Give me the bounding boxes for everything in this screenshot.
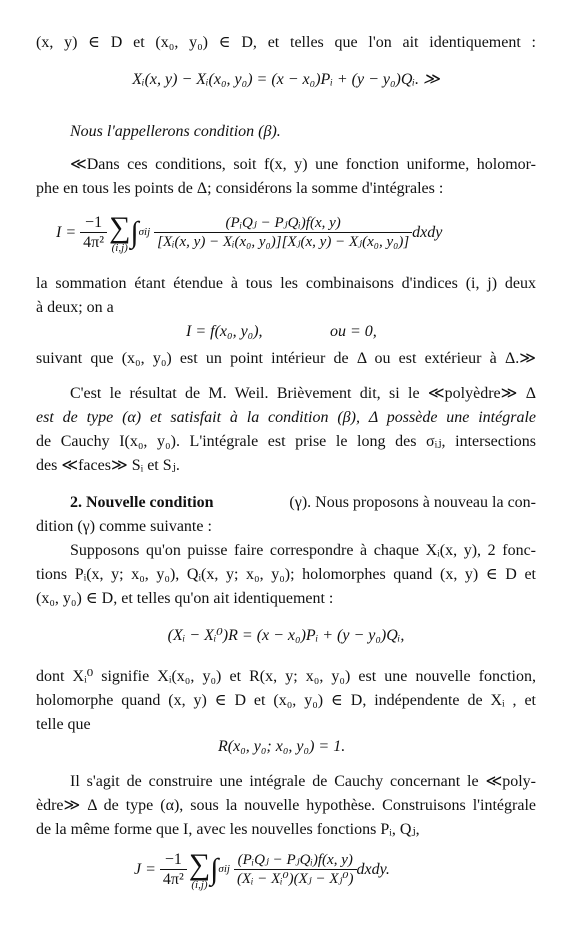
summation-index: (i,j) — [111, 241, 128, 254]
text-line: de la même forme que I, avec les nouvelles fonctions Pᵢ, Qⱼ, — [36, 821, 420, 838]
summation-index: (i,j) — [191, 878, 208, 891]
text-line: ≪Dans ces conditions, soit f(x, y) une fonction uniforme, holomor- — [70, 156, 536, 173]
integral-domain: σij — [218, 863, 230, 876]
text-line: tions Pᵢ(x, y; x₀, y₀), Qᵢ(x, y; x₀, y₀); holomorphes quand (x, y) ∈ D et — [36, 566, 536, 583]
fraction-coefficient — [80, 213, 107, 253]
text-line: dont Xᵢ⁰ signifie Xᵢ(x₀, y₀) et R(x, y; x₀, y₀) est une nouvelle fonction, — [36, 668, 536, 685]
text-line: dition (γ) comme suivante : — [36, 518, 212, 535]
fraction-denominator: (Xᵢ − Xᵢ⁰)(Xⱼ − Xⱼ⁰) — [236, 871, 354, 888]
equation-cauchy-integral-I — [56, 206, 442, 260]
text-line: (x, y) ∈ D et (x₀, y₀) ∈ D, et telles que l'on ait identiquement : — [36, 34, 536, 51]
equation-R-normalization: R(x₀, y₀; x₀, y₀) = 1. — [218, 738, 346, 755]
fraction-numerator: −1 — [80, 213, 107, 233]
equation-result-alt: ou = 0, — [330, 323, 377, 340]
text-line: de Cauchy I(x₀, y₀). L'intégrale est prise le long des σᵢⱼ, intersections — [36, 433, 536, 450]
section-heading: 2. Nouvelle condition — [70, 494, 214, 511]
text-line: Il s'agit de construire une intégrale de Cauchy concernant le ≪poly- — [70, 773, 536, 790]
fraction-coefficient — [160, 850, 187, 890]
fraction-numerator: (PᵢQⱼ − PⱼQᵢ)f(x, y) — [154, 214, 412, 233]
text-line: est de type (α) et satisfait à la condition (β), Δ possède une intégrale — [36, 409, 536, 426]
equation-result: I = f(x₀, y₀), — [186, 323, 263, 340]
text-line: C'est le résultat de M. Weil. Brièvement dit, si le ≪polyèdre≫ Δ — [70, 385, 536, 402]
text-line: la sommation étant étendue à tous les combinaisons d'indices (i, j) deux — [36, 275, 536, 292]
fraction-denominator: 4π² — [83, 234, 104, 252]
equation-cauchy-integral-J — [134, 842, 390, 898]
text-line: phe en tous les points de Δ; considérons la somme d'intégrales : — [36, 180, 444, 197]
integral-domain: σij — [138, 226, 151, 239]
fraction-integrand — [154, 214, 412, 252]
text-line: telle que — [36, 716, 91, 733]
text-line: à deux; on a — [36, 299, 114, 316]
integral-symbol: ∫ — [210, 853, 219, 887]
text-line: (x₀, y₀) ∈ D, et telles qu'on ait identiquement : — [36, 590, 334, 607]
summation-symbol: ∑ (i,j) — [109, 210, 131, 254]
integral-symbol: ∫ — [130, 216, 139, 250]
equation-lhs: I = — [56, 224, 77, 242]
fraction-numerator: (PᵢQⱼ − PⱼQᵢ)f(x, y) — [234, 851, 357, 870]
text-line: Supposons qu'on puisse faire correspondre à chaque Xᵢ(x, y), 2 fonc- — [70, 542, 536, 559]
fraction-denominator: [Xᵢ(x, y) − Xᵢ(x₀, y₀)][Xⱼ(x, y) − Xⱼ(x₀, y₀)] — [157, 234, 410, 251]
fraction-denominator: 4π² — [162, 871, 184, 889]
fraction-integrand — [234, 851, 357, 889]
text-line: (γ). Nous proposons à nouveau la con- — [289, 494, 536, 511]
differential: dxdy — [412, 224, 443, 242]
equation-condition-beta: Xᵢ(x, y) − Xᵢ(x₀, y₀) = (x − x₀)Pᵢ + (y − y₀)Qᵢ. ≫ — [132, 71, 440, 88]
section-heading-line — [70, 491, 536, 514]
fraction-numerator: −1 — [160, 850, 187, 870]
summation-symbol: ∑ (i,j) — [188, 847, 211, 891]
condition-beta-label: Nous l'appellerons condition (β). — [70, 123, 281, 140]
text-line: des ≪faces≫ Sᵢ et Sⱼ. — [36, 457, 180, 474]
text-line: holomorphe quand (x, y) ∈ D et (x₀, y₀) ∈ D, indépendente de Xᵢ , et — [36, 692, 536, 709]
equation-lhs: J = — [134, 861, 156, 879]
text-line: èdre≫ Δ de type (α), sous la nouvelle hypothèse. Construisons l'intégrale — [36, 797, 536, 814]
differential: dxdy. — [356, 861, 390, 879]
equation-condition-gamma: (Xᵢ − Xᵢ⁰)R = (x − x₀)Pᵢ + (y − y₀)Qᵢ, — [167, 627, 405, 644]
text-line: suivant que (x₀, y₀) est un point intérieur de Δ ou est extérieur à Δ.≫ — [36, 350, 536, 367]
